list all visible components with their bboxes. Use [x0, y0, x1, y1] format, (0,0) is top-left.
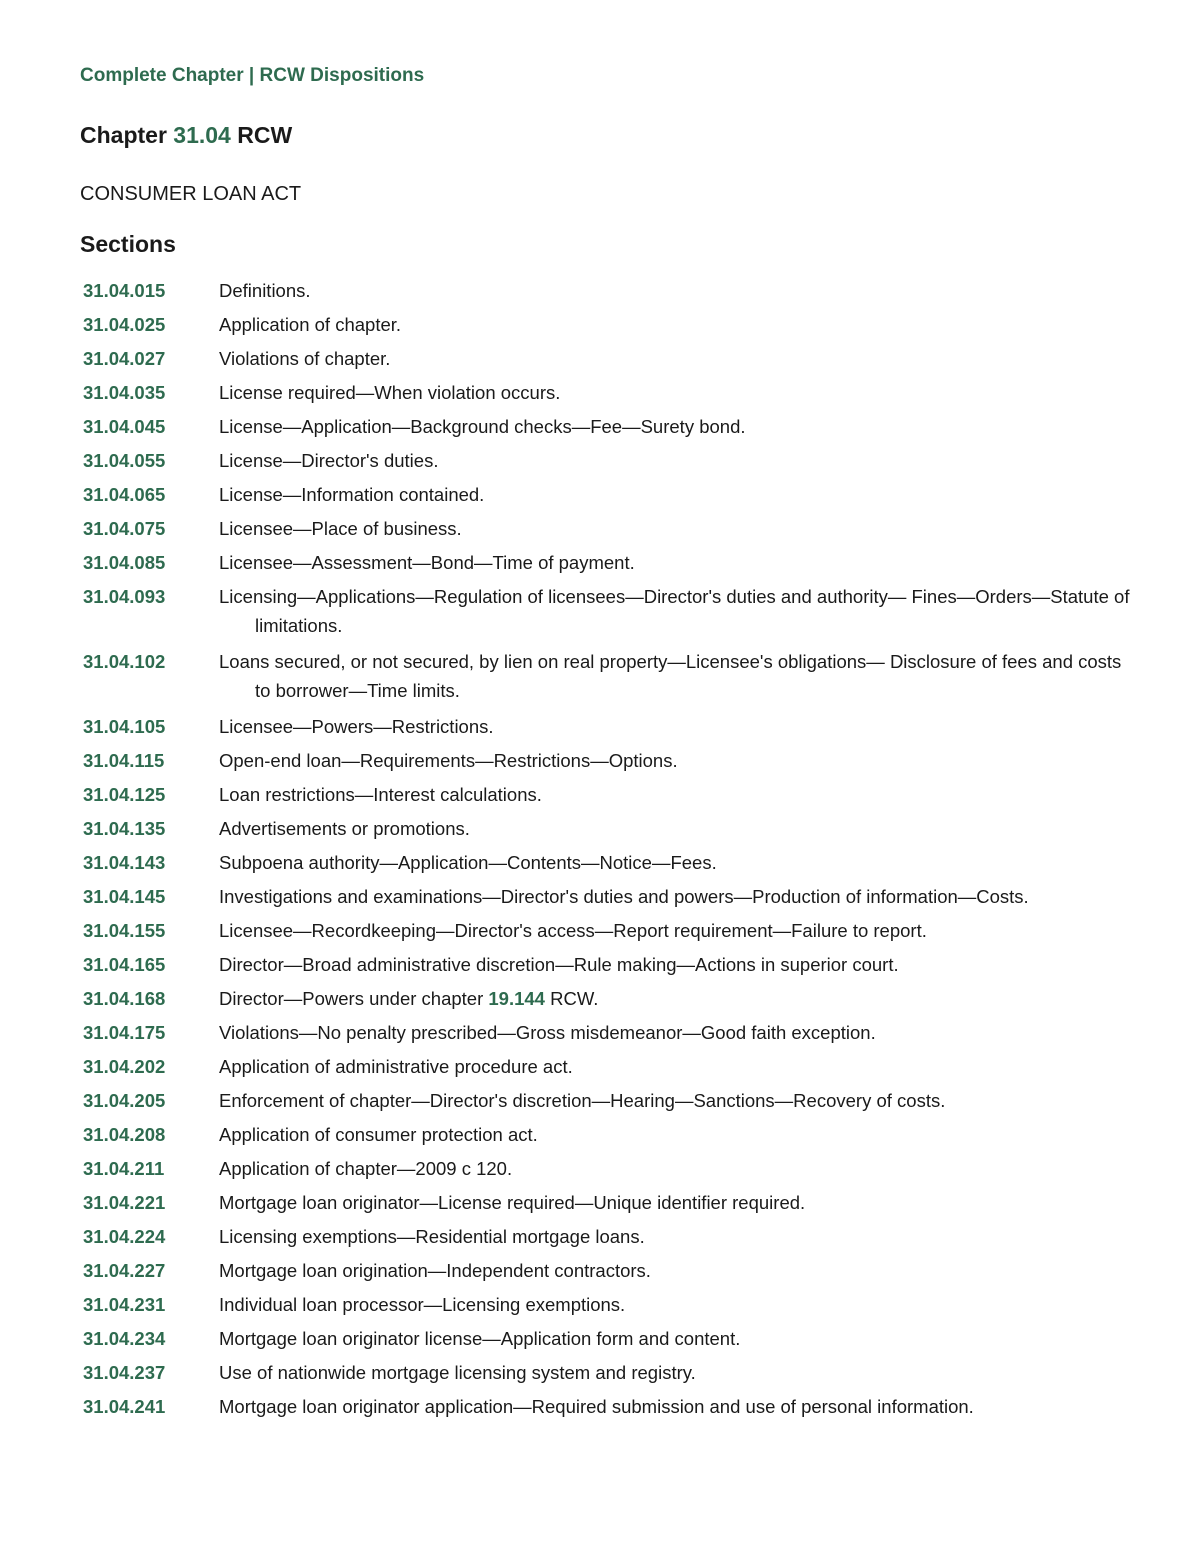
section-list [80, 278, 1140, 1419]
section-number-link[interactable]: 31.04.075 [83, 518, 166, 539]
section-caption: Application of chapter. [219, 314, 402, 335]
chapter-prefix: Chapter [80, 122, 174, 148]
section-row [80, 516, 1140, 541]
section-number-link[interactable]: 31.04.227 [83, 1260, 166, 1281]
section-caption: Mortgage loan originator—License required—Unique identifier required. [219, 1192, 806, 1213]
section-number-link[interactable]: 31.04.135 [83, 818, 166, 839]
section-caption: Application of chapter—2009 c 120. [219, 1158, 513, 1179]
section-number-link[interactable]: 31.04.165 [83, 954, 166, 975]
section-caption: Violations of chapter. [219, 348, 391, 369]
section-caption: Application of consumer protection act. [219, 1124, 538, 1145]
section-number-link[interactable]: 31.04.241 [83, 1396, 166, 1417]
section-row [80, 1156, 1140, 1181]
section-number-link[interactable]: 31.04.055 [83, 450, 166, 471]
section-caption: Loan restrictions—Interest calculations. [219, 784, 542, 805]
section-number-link[interactable]: 31.04.065 [83, 484, 166, 505]
section-row [80, 714, 1140, 739]
section-number-link[interactable]: 31.04.115 [83, 750, 165, 771]
section-caption: License—Application—Background checks—Fee—Surety bond. [219, 416, 746, 437]
section-number-link[interactable]: 31.04.145 [83, 886, 166, 907]
section-row [80, 1258, 1140, 1283]
section-number-link[interactable]: 31.04.125 [83, 784, 166, 805]
section-number-link[interactable]: 31.04.237 [83, 1362, 166, 1383]
section-row [80, 584, 1140, 640]
section-caption: License—Director's duties. [219, 450, 439, 471]
section-number-link[interactable]: 31.04.015 [83, 280, 166, 301]
section-row [80, 884, 1140, 909]
section-number-link[interactable]: 31.04.025 [83, 314, 166, 335]
section-caption: Violations—No penalty prescribed—Gross misdemeanor—Good faith exception. [219, 1022, 876, 1043]
chapter-suffix: RCW [230, 122, 293, 148]
chapter-reference-link[interactable]: 19.144 [488, 988, 545, 1009]
chapter-heading [80, 120, 1140, 150]
section-caption: Licensee—Recordkeeping—Director's access—Report requirement—Failure to report. [219, 920, 927, 941]
rcw-dispositions-link[interactable]: RCW Dispositions [259, 65, 425, 86]
section-caption: Advertisements or promotions. [219, 818, 470, 839]
section-row [80, 380, 1140, 405]
section-row [80, 312, 1140, 337]
section-row [80, 816, 1140, 841]
section-row [80, 1054, 1140, 1079]
section-row [80, 346, 1140, 371]
section-number-link[interactable]: 31.04.035 [83, 382, 166, 403]
section-number-link[interactable]: 31.04.211 [83, 1158, 165, 1179]
section-row [80, 448, 1140, 473]
section-caption: Mortgage loan origination—Independent contractors. [219, 1260, 651, 1281]
section-caption: Licensing exemptions—Residential mortgage loans. [219, 1226, 645, 1247]
section-number-link[interactable]: 31.04.234 [83, 1328, 166, 1349]
section-row [80, 952, 1140, 977]
nav-separator: | [243, 65, 260, 86]
section-caption-text: RCW. [544, 988, 599, 1009]
section-caption: License—Information contained. [219, 484, 485, 505]
section-caption: Licensee—Assessment—Bond—Time of payment. [219, 552, 635, 573]
sections-heading: Sections [80, 231, 176, 257]
section-number-link[interactable]: 31.04.085 [83, 552, 166, 573]
section-caption: Licensing—Applications—Regulation of licensees—Director's duties and authority— Fines—Orders—Statute of limitations. [219, 586, 1130, 636]
section-caption: Investigations and examinations—Director's duties and powers—Production of information—Costs. [219, 886, 1029, 907]
section-number-link[interactable]: 31.04.208 [83, 1124, 166, 1145]
section-number-link[interactable]: 31.04.105 [83, 716, 166, 737]
chapter-title: CONSUMER LOAN ACT [80, 183, 302, 205]
section-caption: License required—When violation occurs. [219, 382, 561, 403]
section-caption: Application of administrative procedure act. [219, 1056, 573, 1077]
section-row [80, 782, 1140, 807]
chapter-number: 31.04 [173, 122, 231, 148]
section-row [80, 1224, 1140, 1249]
section-caption: Loans secured, or not secured, by lien on real property—Licensee's obligations— Disclosure of fees and costs to borrower—Time limits. [219, 651, 1122, 701]
section-row [80, 918, 1140, 943]
section-row [80, 986, 1140, 1011]
top-navigation [80, 62, 1140, 90]
section-row [80, 278, 1140, 303]
section-row [80, 550, 1140, 575]
section-caption: Use of nationwide mortgage licensing system and registry. [219, 1362, 696, 1383]
section-row [80, 1122, 1140, 1147]
section-row [80, 1360, 1140, 1385]
section-number-link[interactable]: 31.04.045 [83, 416, 166, 437]
section-number-link[interactable]: 31.04.231 [83, 1294, 166, 1315]
section-caption-text: Director—Powers under chapter [219, 988, 489, 1009]
section-number-link[interactable]: 31.04.093 [83, 586, 166, 607]
section-row [80, 1190, 1140, 1215]
section-row [80, 748, 1140, 773]
section-number-link[interactable]: 31.04.205 [83, 1090, 166, 1111]
section-number-link[interactable]: 31.04.102 [83, 651, 166, 672]
section-number-link[interactable]: 31.04.175 [83, 1022, 166, 1043]
section-caption: Enforcement of chapter—Director's discretion—Hearing—Sanctions—Recovery of costs. [219, 1090, 946, 1111]
section-number-link[interactable]: 31.04.168 [83, 988, 166, 1009]
section-row [80, 1292, 1140, 1317]
section-caption: Individual loan processor—Licensing exemptions. [219, 1294, 626, 1315]
section-row [80, 1020, 1140, 1045]
section-row [80, 1326, 1140, 1351]
section-number-link[interactable]: 31.04.202 [83, 1056, 166, 1077]
section-number-link[interactable]: 31.04.155 [83, 920, 166, 941]
section-caption: Mortgage loan originator license—Application form and content. [219, 1328, 741, 1349]
complete-chapter-link[interactable]: Complete Chapter [80, 65, 244, 86]
section-row [80, 414, 1140, 439]
section-caption: Open-end loan—Requirements—Restrictions—Options. [219, 750, 678, 771]
section-number-link[interactable]: 31.04.027 [83, 348, 166, 369]
section-caption: Director—Broad administrative discretion—Rule making—Actions in superior court. [219, 954, 899, 975]
section-number-link[interactable]: 31.04.224 [83, 1226, 166, 1247]
document-page [80, 62, 1140, 1428]
section-row [80, 1394, 1140, 1419]
section-caption: Subpoena authority—Application—Contents—Notice—Fees. [219, 852, 717, 873]
section-number-link[interactable]: 31.04.143 [83, 852, 166, 873]
section-row [80, 1088, 1140, 1113]
section-caption: Definitions. [219, 280, 311, 301]
section-row [80, 850, 1140, 875]
section-caption: Licensee—Place of business. [219, 518, 462, 539]
section-caption: Mortgage loan originator application—Required submission and use of personal information. [219, 1396, 974, 1417]
section-row [80, 482, 1140, 507]
section-number-link[interactable]: 31.04.221 [83, 1192, 166, 1213]
section-caption: Licensee—Powers—Restrictions. [219, 716, 494, 737]
section-row [80, 649, 1140, 705]
section-caption [219, 986, 1140, 1011]
